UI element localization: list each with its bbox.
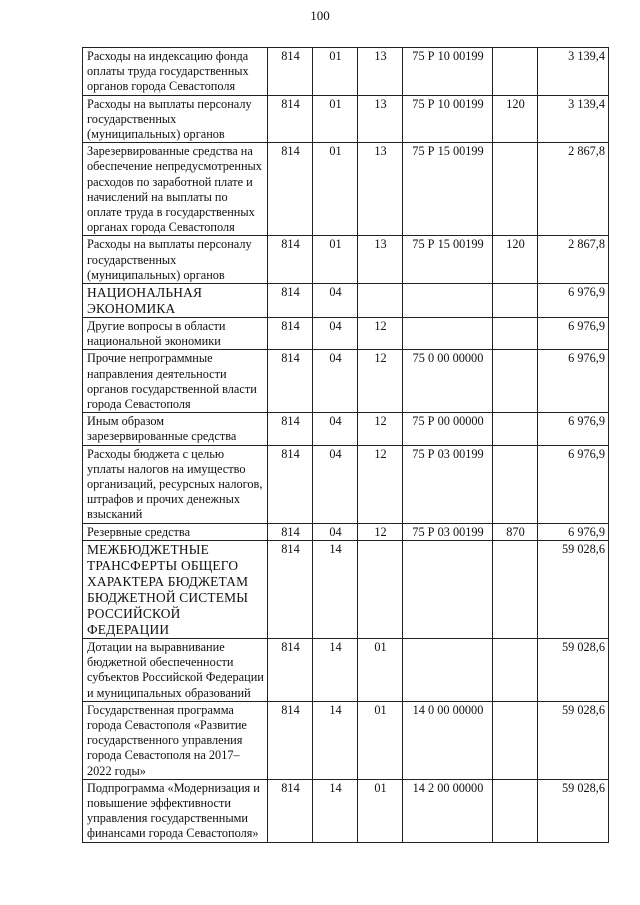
subsection-code-cell: 01 (358, 701, 403, 779)
item-name-cell: Прочие непрограммные направления деятельности органов государственной власти города Севастополя (83, 350, 268, 413)
subsection-code-cell: 12 (358, 413, 403, 445)
section-code-cell: 01 (313, 48, 358, 96)
table-row (83, 48, 609, 96)
ministry-code-cell: 814 (268, 236, 313, 284)
table-row (83, 523, 609, 540)
ministry-code-cell: 814 (268, 48, 313, 96)
item-name-cell: Государственная программа города Севастополя «Развитие государственного управления города Севастополя на 2017–2022 годы» (83, 701, 268, 779)
expense-type-cell (493, 48, 538, 96)
expense-type-cell (493, 779, 538, 842)
subsection-code-cell: 13 (358, 48, 403, 96)
amount-cell: 6 976,9 (538, 318, 609, 350)
amount-cell: 6 976,9 (538, 413, 609, 445)
section-code-cell: 04 (313, 350, 358, 413)
expense-type-cell (493, 350, 538, 413)
expense-type-cell: 870 (493, 523, 538, 540)
table-row (83, 143, 609, 236)
target-article-cell: 75 Р 00 00000 (403, 413, 493, 445)
table-row (83, 350, 609, 413)
section-code-cell: 14 (313, 540, 358, 638)
table-row (83, 779, 609, 842)
item-name-cell: Расходы на выплаты персоналу государственных (муниципальных) органов (83, 95, 268, 143)
budget-table (82, 47, 609, 843)
target-article-cell: 75 Р 15 00199 (403, 143, 493, 236)
amount-cell: 6 976,9 (538, 284, 609, 318)
amount-cell: 6 976,9 (538, 350, 609, 413)
subsection-code-cell: 01 (358, 638, 403, 701)
table-row (83, 413, 609, 445)
section-row (83, 540, 609, 638)
item-name-cell: Расходы бюджета с целью уплаты налогов на имущество организаций, ресурсных налогов, штрафов и прочих денежных взысканий (83, 445, 268, 523)
ministry-code-cell: 814 (268, 350, 313, 413)
item-name-cell: Иным образом зарезервированные средства (83, 413, 268, 445)
amount-cell: 59 028,6 (538, 638, 609, 701)
target-article-cell (403, 318, 493, 350)
subsection-code-cell: 12 (358, 523, 403, 540)
ministry-code-cell: 814 (268, 779, 313, 842)
target-article-cell: 75 Р 15 00199 (403, 236, 493, 284)
ministry-code-cell: 814 (268, 143, 313, 236)
ministry-code-cell: 814 (268, 284, 313, 318)
target-article-cell: 75 Р 10 00199 (403, 95, 493, 143)
amount-cell: 59 028,6 (538, 540, 609, 638)
item-name-cell: Дотации на выравнивание бюджетной обеспеченности субъектов Российской Федерации и муниципальных образований (83, 638, 268, 701)
expense-type-cell (493, 638, 538, 701)
amount-cell: 59 028,6 (538, 779, 609, 842)
section-code-cell: 14 (313, 701, 358, 779)
amount-cell: 3 139,4 (538, 48, 609, 96)
expense-type-cell (493, 284, 538, 318)
section-code-cell: 01 (313, 236, 358, 284)
expense-type-cell (493, 701, 538, 779)
amount-cell: 6 976,9 (538, 523, 609, 540)
item-name-cell: Зарезервированные средства на обеспечение непредусмотренных расходов по заработной плате и начислений на выплаты по оплате труда в государственных органах города Севастополя (83, 143, 268, 236)
section-code-cell: 01 (313, 95, 358, 143)
expense-type-cell: 120 (493, 95, 538, 143)
ministry-code-cell: 814 (268, 523, 313, 540)
amount-cell: 3 139,4 (538, 95, 609, 143)
ministry-code-cell: 814 (268, 95, 313, 143)
subsection-code-cell: 12 (358, 445, 403, 523)
expense-type-cell (493, 318, 538, 350)
subsection-code-cell (358, 284, 403, 318)
amount-cell: 2 867,8 (538, 143, 609, 236)
target-article-cell: 75 Р 03 00199 (403, 445, 493, 523)
item-name-cell: Расходы на выплаты персоналу государственных (муниципальных) органов (83, 236, 268, 284)
table-row (83, 638, 609, 701)
item-name-cell: МЕЖБЮДЖЕТНЫЕ ТРАНСФЕРТЫ ОБЩЕГО ХАРАКТЕРА БЮДЖЕТАМ БЮДЖЕТНОЙ СИСТЕМЫ РОССИЙСКОЙ ФЕДЕРАЦИИ (83, 540, 268, 638)
expense-type-cell (493, 143, 538, 236)
ministry-code-cell: 814 (268, 413, 313, 445)
ministry-code-cell: 814 (268, 445, 313, 523)
section-code-cell: 04 (313, 523, 358, 540)
table-row (83, 445, 609, 523)
ministry-code-cell: 814 (268, 318, 313, 350)
target-article-cell (403, 638, 493, 701)
section-code-cell: 04 (313, 318, 358, 350)
target-article-cell: 75 0 00 00000 (403, 350, 493, 413)
item-name-cell: Резервные средства (83, 523, 268, 540)
ministry-code-cell: 814 (268, 638, 313, 701)
item-name-cell: НАЦИОНАЛЬНАЯ ЭКОНОМИКА (83, 284, 268, 318)
expense-type-cell (493, 445, 538, 523)
expense-type-cell: 120 (493, 236, 538, 284)
target-article-cell: 75 Р 10 00199 (403, 48, 493, 96)
section-code-cell: 14 (313, 779, 358, 842)
expense-type-cell (493, 413, 538, 445)
item-name-cell: Расходы на индексацию фонда оплаты труда государственных органов города Севастополя (83, 48, 268, 96)
section-code-cell: 04 (313, 284, 358, 318)
subsection-code-cell: 13 (358, 143, 403, 236)
table-row (83, 701, 609, 779)
expense-type-cell (493, 540, 538, 638)
budget-table-body (83, 48, 609, 843)
table-row (83, 318, 609, 350)
target-article-cell (403, 540, 493, 638)
section-row (83, 284, 609, 318)
subsection-code-cell: 01 (358, 779, 403, 842)
target-article-cell (403, 284, 493, 318)
table-row (83, 95, 609, 143)
item-name-cell: Другие вопросы в области национальной экономики (83, 318, 268, 350)
subsection-code-cell: 12 (358, 350, 403, 413)
subsection-code-cell: 13 (358, 236, 403, 284)
subsection-code-cell: 13 (358, 95, 403, 143)
page-number: 100 (310, 8, 330, 23)
ministry-code-cell: 814 (268, 540, 313, 638)
section-code-cell: 14 (313, 638, 358, 701)
amount-cell: 6 976,9 (538, 445, 609, 523)
section-code-cell: 04 (313, 445, 358, 523)
target-article-cell: 75 Р 03 00199 (403, 523, 493, 540)
amount-cell: 2 867,8 (538, 236, 609, 284)
ministry-code-cell: 814 (268, 701, 313, 779)
section-code-cell: 01 (313, 143, 358, 236)
table-row (83, 236, 609, 284)
item-name-cell: Подпрограмма «Модернизация и повышение эффективности управления государственными финансами города Севастополя» (83, 779, 268, 842)
subsection-code-cell (358, 540, 403, 638)
amount-cell: 59 028,6 (538, 701, 609, 779)
target-article-cell: 14 2 00 00000 (403, 779, 493, 842)
section-code-cell: 04 (313, 413, 358, 445)
subsection-code-cell: 12 (358, 318, 403, 350)
target-article-cell: 14 0 00 00000 (403, 701, 493, 779)
